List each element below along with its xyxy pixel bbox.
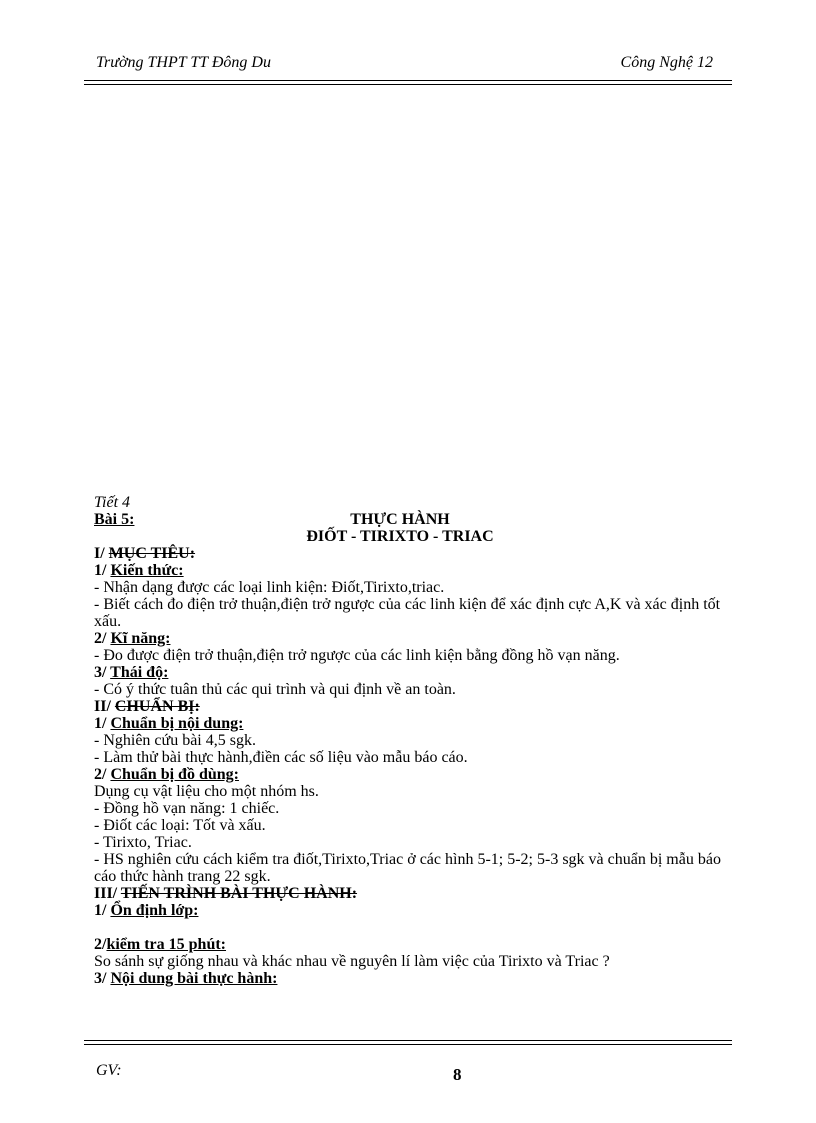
- list-item: - Có ý thức tuân thủ các qui trình và qui định về an toàn.: [94, 681, 456, 698]
- subsection-skills: [94, 630, 738, 647]
- subsection-number: 2/: [94, 766, 111, 783]
- list-item: - Đo được điện trở thuận,điện trở ngược của các linh kiện bằng đồng hồ vạn năng.: [94, 647, 620, 664]
- list-item: - Điốt các loại: Tốt và xấu.: [94, 817, 266, 834]
- subsection-title: Kĩ năng:: [110, 630, 171, 647]
- header-rule-1: [84, 80, 732, 81]
- subsection-title: Thái độ:: [110, 664, 169, 681]
- subsection-title: kiểm tra 15 phút:: [106, 936, 227, 953]
- list-item: - Biết cách đo điện trở thuận,điện trở ngược của các linh kiện để xác định cực A,K và xác định tốt xấu.: [94, 596, 721, 630]
- subsection-equipment-prep: [94, 766, 738, 783]
- subsection-number: 1/: [94, 902, 111, 919]
- subsection-content-prep: [94, 715, 738, 732]
- lesson-title-line2: ĐIỐT - TIRIXTO - TRIAC: [306, 528, 494, 545]
- list-item: So sánh sự giống nhau và khác nhau về nguyên lí làm việc của Tirixto và Triac ?: [94, 953, 610, 970]
- subsection-title: Ổn định lớp:: [110, 902, 199, 919]
- section-preparation: [94, 698, 738, 715]
- section-procedure: [94, 885, 738, 902]
- subsection-number: 3/: [94, 664, 111, 681]
- footer-rule-2: [84, 1044, 732, 1045]
- section-objectives: [94, 545, 738, 562]
- lesson-period: Tiết 4: [94, 494, 131, 511]
- lesson-title-line1: THỰC HÀNH: [350, 511, 450, 528]
- subsection-knowledge: [94, 562, 738, 579]
- subsection-number: 2/: [94, 936, 107, 953]
- lesson-number: Bài 5:: [94, 511, 135, 528]
- section-title: MỤC TIÊU:: [108, 545, 196, 562]
- section-title: TIẾN TRÌNH BÀI THỰC HÀNH:: [120, 885, 358, 902]
- section-number: II/: [94, 698, 115, 715]
- header-rule-2: [84, 84, 732, 85]
- section-number: III/: [94, 885, 121, 902]
- list-item: - HS nghiên cứu cách kiểm tra điốt,Tirixto,Triac ở các hình 5-1; 5-2; 5-3 sgk và chuẩn bị mẫu báo cáo thức hành trang 22 sgk.: [94, 851, 721, 885]
- footer-rule-1: [84, 1040, 732, 1041]
- subsection-title: Chuẩn bị nội dung:: [110, 715, 244, 732]
- lesson-title-row: [94, 511, 738, 528]
- subsection-title: Chuẩn bị đồ dùng:: [110, 766, 239, 783]
- subsection-quiz: [94, 936, 738, 953]
- list-item: Dụng cụ vật liệu cho một nhóm hs.: [94, 783, 319, 800]
- subsection-title: Nội dung bài thực hành:: [110, 970, 278, 987]
- page-number: 8: [453, 1065, 462, 1084]
- lesson-content: [94, 494, 738, 987]
- subsection-number: 1/: [94, 715, 111, 732]
- list-item: - Đồng hồ vạn năng: 1 chiếc.: [94, 800, 280, 817]
- subsection-number: 2/: [94, 630, 111, 647]
- section-title: CHUẨN BỊ:: [114, 698, 200, 715]
- list-item: - Nghiên cứu bài 4,5 sgk.: [94, 732, 256, 749]
- header-school: Trường THPT TT Đông Du: [96, 54, 271, 71]
- list-item: - Tirixto, Triac.: [94, 834, 192, 851]
- subsection-practice-content: [94, 970, 738, 987]
- section-number: I/: [94, 545, 109, 562]
- header-subject: Công Nghệ 12: [620, 54, 713, 71]
- spacer: [94, 919, 738, 936]
- footer-teacher: GV:: [96, 1062, 122, 1079]
- subsection-title: Kiến thức:: [110, 562, 184, 579]
- subsection-number: 1/: [94, 562, 111, 579]
- subsection-number: 3/: [94, 970, 111, 987]
- list-item: - Làm thử bài thực hành,điền các số liệu vào mẫu báo cáo.: [94, 749, 468, 766]
- subsection-class-stabilize: [94, 902, 738, 919]
- list-item: - Nhận dạng được các loại linh kiện: Điốt,Tirixto,triac.: [94, 579, 445, 596]
- subsection-attitude: [94, 664, 738, 681]
